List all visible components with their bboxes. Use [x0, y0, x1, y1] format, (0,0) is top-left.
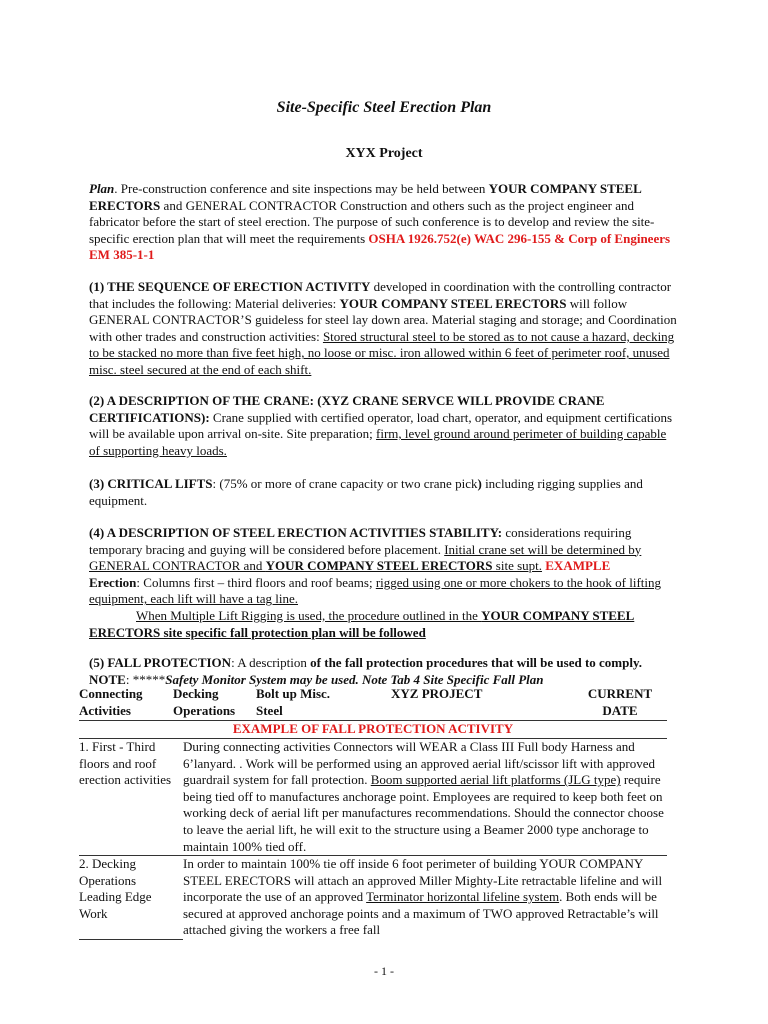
row-underlined: Boom supported aerial lift platforms (JLG type)	[370, 772, 621, 788]
section-2	[89, 393, 679, 459]
section-3-heading: (3) CRITICAL LIFTS	[89, 476, 213, 491]
page-title: Site-Specific Steel Erection Plan	[276, 99, 492, 116]
company-name: YOUR COMPANY STEEL ERECTORS	[265, 558, 493, 574]
regulation-reference: OSHA 1926.752(e) WAC 296-155 & Corp of Engineers EM 385-1-1	[89, 230, 671, 263]
row-text-2: require being tied off to manufactures anchorage point. Employees are required to keep both feet on working deck of aerial lift per manufactures recommendations. Should the connector choose to leave the aerial lift, he will exit to the structure using a Beamer 2000 type anchorage to maintain 100% tied off.	[183, 772, 664, 854]
section-3-text-1: : (75% or more of crane capacity or two crane pick	[212, 476, 478, 491]
row-label: 1. First - Third floors and roof erection activities	[79, 739, 172, 788]
section-4-crane-set: Initial crane set will be determined by GENERAL CONTRACTOR and	[89, 541, 642, 574]
col-current-date: CURRENT DATE	[587, 686, 653, 718]
plan-lead: Plan	[89, 181, 115, 196]
example-label: EXAMPLE	[542, 558, 611, 574]
plan-paragraph	[89, 181, 679, 264]
section-2-heading: (2) A DESCRIPTION OF THE CRANE: (XYZ CRANE SERVCE WILL PROVIDE CRANE CERTIFICATIONS):	[89, 393, 605, 425]
section-5-text-1: : A description	[231, 655, 311, 670]
section-4-rigging: rigged using one or more chokers to the hook of lifting equipment, each lift will have a tag line.	[89, 574, 662, 607]
row-description	[183, 856, 667, 939]
section-4-fall-plan-ref: YOUR COMPANY STEEL ERECTORS site specific fall protection plan will be followed	[89, 607, 635, 640]
section-1-heading: (1) THE SEQUENCE OF ERECTION ACTIVITY	[89, 279, 371, 294]
page-number: - 1 -	[374, 964, 394, 978]
section-1-text-1: developed in coordination with the controlling contractor that includes the following: Material deliveries:	[89, 279, 672, 311]
table-section-heading: EXAMPLE OF FALL PROTECTION ACTIVITY	[232, 721, 514, 736]
project-name: XYX Project	[345, 146, 423, 161]
section-4	[89, 525, 679, 641]
row-text-2: . Both ends will be secured at approved anchorage points and a maximum of TWO approved Retractable’s will attached giving the workers a free fall	[183, 889, 659, 938]
row-underlined: Terminator horizontal lifeline system	[366, 889, 560, 905]
plan-text-1: . Pre-construction conference and site inspections may be held between	[114, 181, 489, 196]
section-5-heading: (5) FALL PROTECTION	[89, 655, 232, 670]
table-row	[79, 855, 667, 940]
section-1-storage-rules: Stored structural steel to be stored as to not cause a hazard, decking to be stacked no more than five feet high, no loose or misc. iron allowed within 6 feet of perimeter roof, unused misc. steel secured at the end of each shift.	[89, 328, 675, 377]
row-text-1: In order to maintain 100% tie off inside 6 foot perimeter of building YOUR COMPANY STEEL ERECTORS will attach an approved Miller Mighty-Lite retractable lifeline and will incorporate the use of an approved	[183, 856, 663, 905]
table-row	[79, 738, 667, 855]
section-4-text-1: considerations requiring temporary bracing and guying will be considered before placement.	[89, 525, 632, 557]
row-text-1: During connecting activities Connectors will WEAR a Class III Full body Harness and 6’lanyard. . Work will be performed using an approved aerial lift/scissor lift with approved guardrail system for fall protection.	[183, 739, 655, 788]
section-1-text-2: will follow GENERAL CONTRACTOR’S guideless for steel lay down area. Material staging and storage; and Coordination with other trades and construction activities:	[89, 295, 677, 344]
table-header	[79, 686, 667, 721]
col-decking: Decking Operations	[173, 686, 236, 718]
col-bolt-up: Bolt up Misc. Steel	[256, 686, 331, 718]
section-1	[89, 279, 679, 379]
fall-protection-table	[79, 686, 667, 940]
row-label: 2. Decking Operations Leading Edge Work	[79, 856, 152, 921]
section-5-stars: : *****	[125, 671, 166, 687]
col-connecting: Connecting Activities	[79, 686, 143, 718]
section-3	[89, 476, 679, 509]
company-name: YOUR COMPANY STEEL ERECTORS	[339, 295, 567, 311]
section-5-comply: of the fall protection procedures that will be used to comply	[310, 655, 639, 670]
section-5-safety-note: Safety Monitor System may be used. Note Tab 4 Site Specific Fall Plan	[165, 671, 544, 687]
company-name: YOUR COMPANY STEEL ERECTORS	[89, 181, 642, 213]
section-5-note: . NOTE	[89, 655, 643, 687]
section-4-multiple-lift: When Multiple Lift Rigging is used, the procedure outlined in the	[136, 607, 482, 623]
col-project: XYZ PROJECT	[391, 686, 483, 701]
section-4-supt: site supt.	[492, 558, 543, 574]
section-3-paren: )	[477, 476, 482, 491]
section-5	[89, 655, 679, 688]
section-4-heading: (4) A DESCRIPTION OF STEEL ERECTION ACTIVITIES STABILITY:	[89, 525, 503, 540]
section-4-text-2: : Columns first – third floors and roof beams;	[136, 574, 376, 590]
section-3-text-2: including rigging supplies and equipment.	[89, 476, 643, 508]
erection-label: Erection	[89, 574, 137, 590]
table-cell-divider	[79, 939, 183, 940]
section-2-text-1: Crane supplied with certified operator, load chart, operator, and equipment certifications will be available upon arrival on-site. Site preparation;	[89, 409, 673, 442]
row-description	[183, 739, 667, 855]
plan-text-2: and GENERAL CONTRACTOR Construction and others such as the project engineer and fabricator before the start of steel erection. The purpose of such conference is to develop and review the site-specific erection plan that will meet the requirements	[89, 197, 655, 246]
section-2-site-prep: firm, level ground around perimeter of building capable of supporting heavy loads.	[89, 426, 667, 458]
